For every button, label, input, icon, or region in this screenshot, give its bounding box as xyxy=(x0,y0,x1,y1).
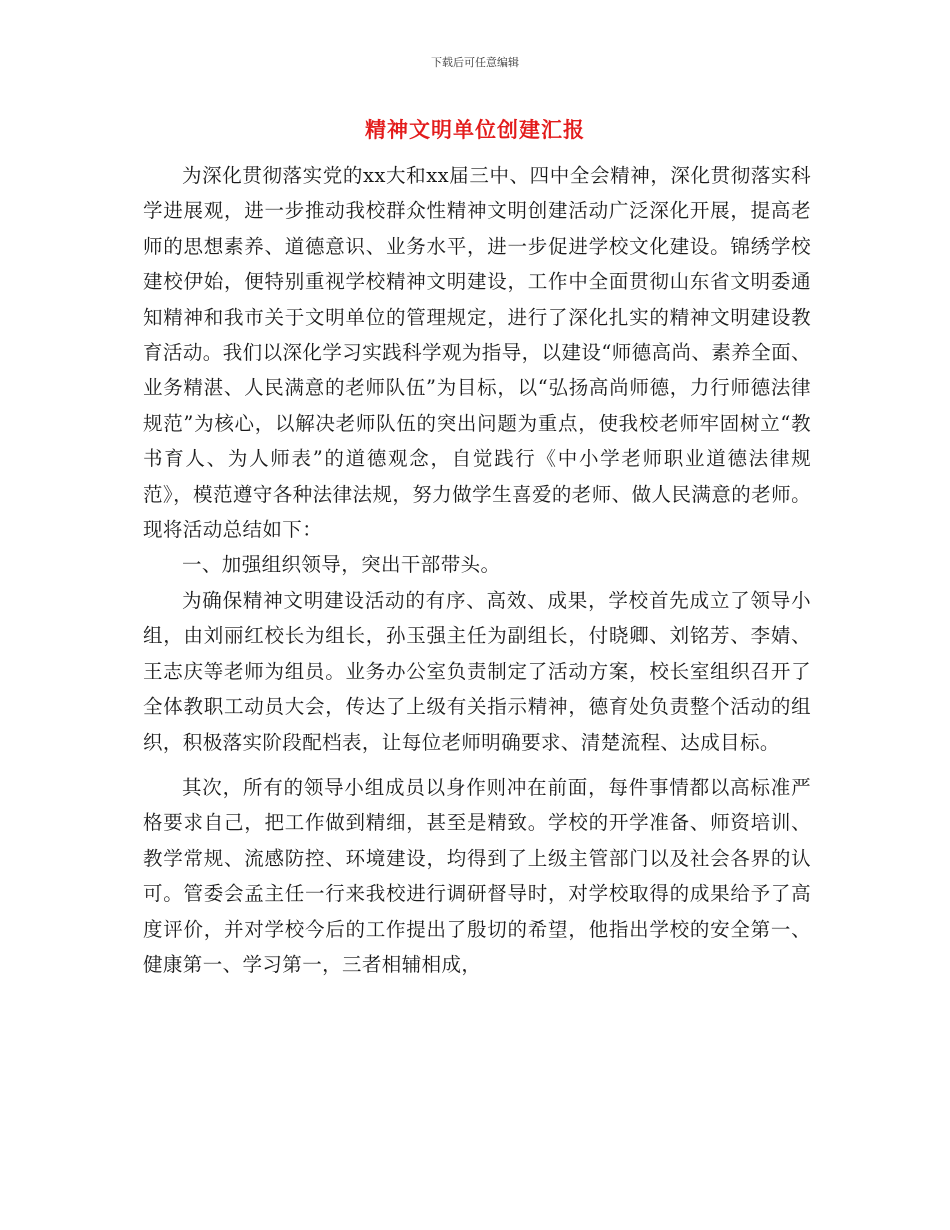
document-title: 精神文明单位创建汇报 xyxy=(365,118,585,142)
document-body xyxy=(143,158,811,982)
paragraph-intro: 为深化贯彻落实党的xx大和xx届三中、四中全会精神，深化贯彻落实科学进展观，进一步推动我校群众性精神文明创建活动广泛深化开展，提高老师的思想素养、道德意识、业务水平，进一步促进学校文化建设。锦绣学校建校伊始，便特别重视学校精神文明建设，工作中全面贯彻山东省文明委通知精神和我市关于文明单位的管理规定，进行了深化扎实的精神文明建设教育活动。我们以深化学习实践科学观为指导，以建设“师德高尚、素养全面、业务精湛、人民满意的老师队伍”为目标，以“弘扬高尚师德，力行师德法律规范”为核心，以解决老师队伍的突出问题为重点，使我校老师牢固树立“教书育人、为人师表”的道德观念，自觉践行《中小学老师职业道德法律规范》，模范遵守各种法律法规，努力做学生喜爱的老师、做人民满意的老师。现将活动总结如下： xyxy=(143,164,811,542)
paragraph-leadership: 其次，所有的领导小组成员以身作则冲在前面，每件事情都以高标准严格要求自己，把工作做到精细，甚至是精致。学校的开学准备、师资培训、教学常规、流感防控、环境建设，均得到了上级主管部门以及社会各界的认可。管委会孟主任一行来我校进行调研督导时，对学校取得的成果给予了高度评价，并对学校今后的工作提出了殷切的希望，他指出学校的安全第一、健康第一、学习第一，三者相辅相成， xyxy=(143,775,811,976)
paragraph-organization: 为确保精神文明建设活动的有序、高效、成果，学校首先成立了领导小组，由刘丽红校长为组长，孙玉强主任为副组长，付晓卿、刘铭芳、李婧、王志庆等老师为组员。业务办公室负责制定了活动方案，校长室组织召开了全体教职工动员大会，传达了上级有关指示精神，德育处负责整个活动的组织，积极落实阶段配档表，让每位老师明确要求、清楚流程、达成目标。 xyxy=(143,588,811,754)
header-note: 下载后可任意编辑 xyxy=(431,56,519,69)
section-heading-1: 一、加强组织领导，突出干部带头。 xyxy=(182,553,501,577)
